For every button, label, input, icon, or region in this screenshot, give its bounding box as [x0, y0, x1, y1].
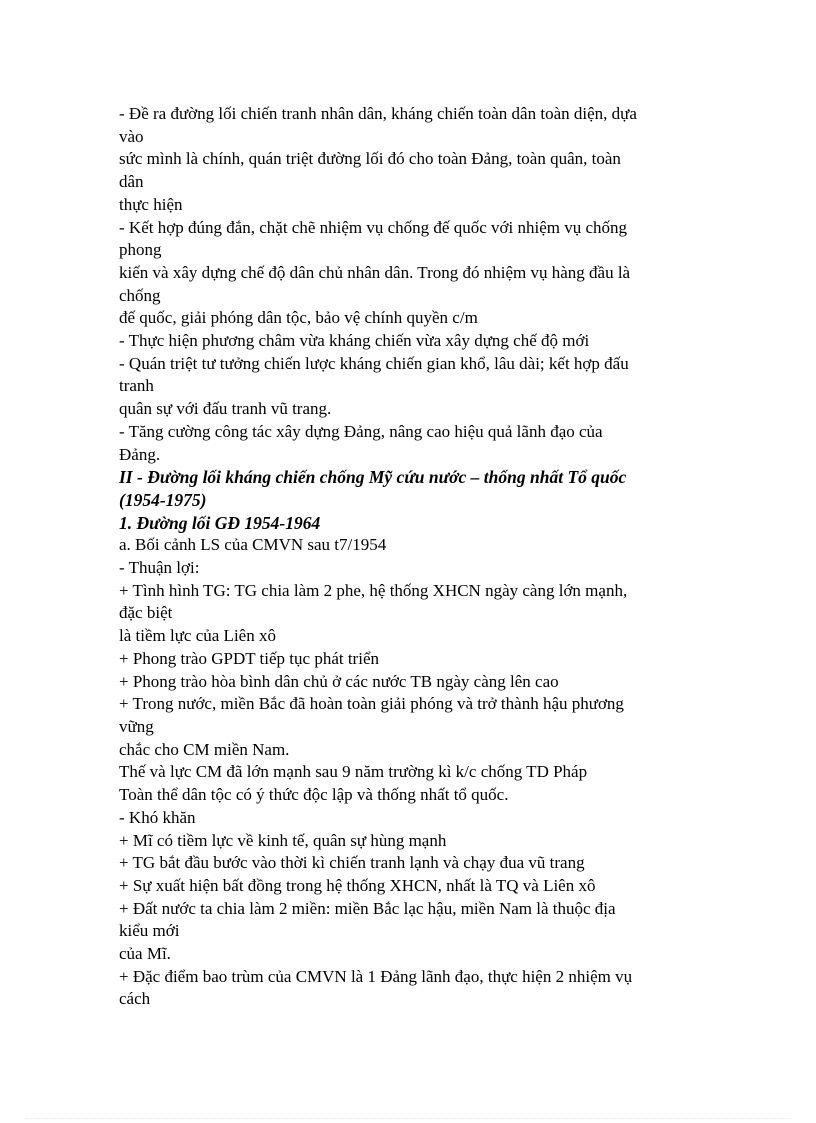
text-line: - Khó khăn	[119, 807, 196, 827]
text-line: + Đất nước ta chia làm 2 miền: miền Bắc lạc hậu, miền Nam là thuộc địa	[119, 898, 616, 918]
text-line: phong	[119, 240, 162, 260]
text-line: + Đặc điểm bao trùm của CMVN là 1 Đảng lãnh đạo, thực hiện 2 nhiệm vụ	[119, 966, 633, 986]
text-line: của Mĩ.	[119, 944, 171, 964]
text-line: tranh	[119, 376, 154, 396]
text-line: Thế và lực CM đã lớn mạnh sau 9 năm trường kì k/c chống TD Pháp	[119, 762, 588, 782]
text-line: - Quán triệt tư tưởng chiến lược kháng chiến gian khổ, lâu dài; kết hợp đấu	[119, 353, 629, 373]
text-line: thực hiện	[119, 194, 183, 214]
section-heading-line: 1. Đường lối GĐ 1954-1964	[119, 512, 321, 533]
text-line: + Sự xuất hiện bất đồng trong hệ thống XHCN, nhất là TQ và Liên xô	[119, 875, 596, 895]
text-line: chống	[119, 285, 161, 305]
text-line: cách	[119, 989, 151, 1009]
document-body	[119, 103, 719, 1011]
text-line: + Mĩ có tiềm lực về kinh tế, quân sự hùng mạnh	[119, 830, 447, 850]
text-line: - Thuận lợi:	[119, 558, 200, 578]
text-line: - Thực hiện phương châm vừa kháng chiến vừa xây dựng chế độ mới	[119, 331, 590, 351]
text-line: + Phong trào hòa bình dân chủ ở các nước TB ngày càng lên cao	[119, 671, 559, 691]
text-line: đế quốc, giải phóng dân tộc, bảo vệ chính quyền c/m	[119, 308, 478, 328]
text-line: - Kết hợp đúng đắn, chặt chẽ nhiệm vụ chống đế quốc với nhiệm vụ chống	[119, 217, 628, 237]
text-line: a. Bối cảnh LS của CMVN sau t7/1954	[119, 535, 387, 555]
text-line: kiểu mới	[119, 921, 180, 941]
text-line: + Trong nước, miền Bắc đã hoàn toàn giải phóng và trở thành hậu phương	[119, 694, 624, 714]
text-line: Đảng.	[119, 444, 161, 464]
text-line: + Phong trào GPDT tiếp tục phát triển	[119, 648, 379, 668]
text-line: là tiềm lực của Liên xô	[119, 626, 276, 646]
page-bottom-divider	[26, 1118, 790, 1119]
text-line: vào	[119, 126, 144, 146]
text-line: Toàn thể dân tộc có ý thức độc lập và thống nhất tổ quốc.	[119, 785, 509, 805]
section-heading-line: II - Đường lối kháng chiến chống Mỹ cứu nước – thống nhất Tổ quốc	[119, 467, 627, 488]
text-line: quân sự với đấu tranh vũ trang.	[119, 399, 332, 419]
section-heading-line: (1954-1975)	[119, 489, 207, 510]
text-line: + TG bắt đầu bước vào thời kì chiến tranh lạnh và chạy đua vũ trang	[119, 853, 585, 873]
text-line: kiến và xây dựng chế độ dân chủ nhân dân. Trong đó nhiệm vụ hàng đầu là	[119, 262, 631, 282]
text-line: sức mình là chính, quán triệt đường lối đó cho toàn Đảng, toàn quân, toàn	[119, 149, 621, 169]
text-line: - Tăng cường công tác xây dựng Đảng, nâng cao hiệu quả lãnh đạo của	[119, 421, 603, 441]
text-line: - Đề ra đường lối chiến tranh nhân dân, kháng chiến toàn dân toàn diện, dựa	[119, 104, 637, 123]
text-line: dân	[119, 172, 144, 192]
text-line: + Tình hình TG: TG chia làm 2 phe, hệ thống XHCN ngày càng lớn mạnh,	[119, 580, 628, 600]
text-line: vững	[119, 716, 154, 736]
text-line: đặc biệt	[119, 603, 173, 623]
text-line: chắc cho CM miền Nam.	[119, 739, 290, 759]
